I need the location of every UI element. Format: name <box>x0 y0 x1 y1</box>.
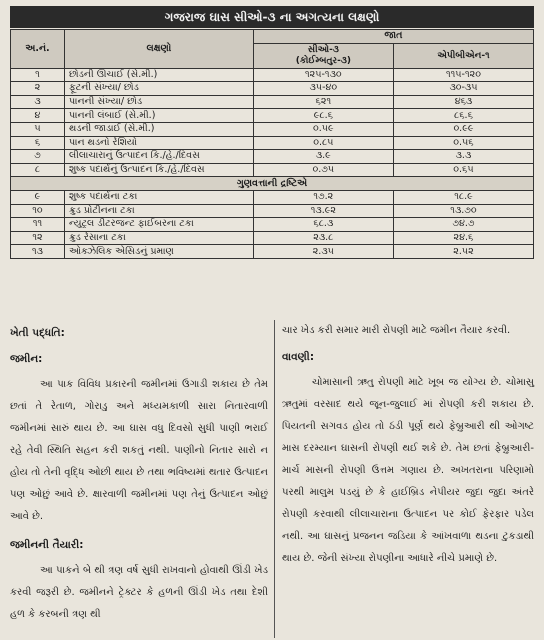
cell-variety-1: ૯૮.૬ <box>253 109 393 123</box>
cell-variety-2: ૨૪.૬ <box>393 231 533 245</box>
cell-variety-2: ૩૦-૩૫ <box>393 82 533 96</box>
header-variety-1-sub: (કોઈમ્બતુર-૩) <box>295 55 351 66</box>
table-row <box>11 68 534 82</box>
section-quality-title: ગુણવત્તાની દ્રષ્ટિએ <box>11 177 534 191</box>
header-variety-1-name: સીઓ-૩ <box>307 44 339 55</box>
paragraph-sowing: ચોમાસાની ઋતુ રોપણી માટે ખૂબ જ યોગ્ય છે. ચોમાસુ ઋતુમાં વરસાદ થયે જૂન-જુલાઈ માં રોપણી કરી શકાય છે. પિયતની સગવડ હોય તો ઠંડી પૂર્ણ થયે ફેબ્રુઆરી થી ઓગષ્ટ માસ દરમ્યાન ઘાસની રોપણી થઈ શકે છે. તેમ છતાં ફેબ્રુઆરી-માર્ચ માસની રોપણી ઉત્તમ ગણાય છે. અખતરાના પરિણામો પરથી માલુમ પડયું છે કે હાઈબ્રિડ નેપીયર જુદા જુદા અંતરે રોપણી કરવાથી લીલાચારાના ઉત્પાદન પર કોઈ ફેરફાર પડેલ નથી. આ ઘાસનું પ્રજનન જડિયા કે આંખવાળા થડના ટુકડાથી થાય છે. જેની સંખ્યા રોપણીના આધારે નીચે પ્રમાણે છે. <box>282 377 534 564</box>
header-sn: અ.નં. <box>11 30 65 69</box>
cell-sn: ૨ <box>11 82 65 96</box>
cell-sn: ૫ <box>11 122 65 136</box>
cell-variety-1: ૦.૭૫ <box>253 163 393 177</box>
heading-land-prep: જમીનની તૈયારી: <box>10 539 84 551</box>
table-row <box>11 150 534 164</box>
cell-variety-1: ૧૭.૨ <box>253 190 393 204</box>
table-row <box>11 136 534 150</box>
left-column <box>10 320 268 626</box>
rows-quality <box>11 190 534 258</box>
header-variety-2: એપીબીએન-૧ <box>393 43 533 68</box>
table-row <box>11 122 534 136</box>
cell-sn: ૯ <box>11 190 65 204</box>
cell-variety-1: ૨૩.૮ <box>253 231 393 245</box>
cell-trait: ક્રુડ પ્રોટીનના ટકા <box>64 204 253 218</box>
cell-variety-1: ૧૩.૯૨ <box>253 204 393 218</box>
table-row <box>11 163 534 177</box>
cell-sn: ૧૦ <box>11 204 65 218</box>
cell-variety-2: ૧૮.૯ <box>393 190 533 204</box>
cell-variety-2: ૨.૫૨ <box>393 245 533 259</box>
cell-trait: પાનની સંખ્યા/ છોડ <box>64 95 253 109</box>
paragraph-prep-continued: ચાર ખેડ કરી સમાર મારી રોપણી માટે જમીન તૈયાર કરવી. <box>282 325 511 336</box>
traits-table <box>10 29 534 259</box>
cell-variety-2: ૦.૯૯ <box>393 122 533 136</box>
cell-sn: ૧ <box>11 68 65 82</box>
cell-variety-1: ૦.૮૫ <box>253 136 393 150</box>
cell-variety-1: ૩.૯ <box>253 150 393 164</box>
cell-trait: ફૂટની સંખ્યા/ છોડ <box>64 82 253 96</box>
cell-sn: ૧૩ <box>11 245 65 259</box>
header-variety-1 <box>253 43 393 68</box>
cell-variety-1: ૧૨૫-૧૩૦ <box>253 68 393 82</box>
cell-variety-1: ૬૮.૩ <box>253 218 393 232</box>
cell-trait: પાનની લંબાઈ (સે.મી.) <box>64 109 253 123</box>
cell-variety-2: ૧૩.૭૦ <box>393 204 533 218</box>
column-divider <box>274 320 275 638</box>
cell-variety-1: ૦.૫૯ <box>253 122 393 136</box>
table-row <box>11 245 534 259</box>
table-row <box>11 109 534 123</box>
table-row <box>11 190 534 204</box>
cell-variety-1: ૨.૩૫ <box>253 245 393 259</box>
cell-variety-2: ૪૬૩ <box>393 95 533 109</box>
cell-variety-2: ૦.૫૬ <box>393 136 533 150</box>
cell-variety-2: ૮૬.૬ <box>393 109 533 123</box>
cell-variety-2: ૧૧૫-૧૨૦ <box>393 68 533 82</box>
cell-variety-2: ૭૪.૭ <box>393 218 533 232</box>
rows-main <box>11 68 534 177</box>
cell-sn: ૭ <box>11 150 65 164</box>
table-title: ગજરાજ ઘાસ સીઓ-૩ ના અગત્યના લક્ષણો <box>10 6 534 28</box>
cell-sn: ૧૧ <box>11 218 65 232</box>
heading-cultivation: ખેતી પદ્ધતિ: <box>10 327 65 339</box>
cell-variety-2: ૦.૬૫ <box>393 163 533 177</box>
cell-trait: શુષ્ક પદાર્થના ટકા <box>64 190 253 204</box>
header-variety-group: જાત <box>253 30 533 44</box>
cell-sn: ૩ <box>11 95 65 109</box>
table-row <box>11 231 534 245</box>
cell-sn: ૧૨ <box>11 231 65 245</box>
header-trait: લક્ષણો <box>64 30 253 69</box>
cell-sn: ૬ <box>11 136 65 150</box>
table-row <box>11 218 534 232</box>
cell-variety-2: ૩.૩ <box>393 150 533 164</box>
right-column <box>282 320 534 570</box>
cell-trait: થડની જાડાઈ (સે.મી.) <box>64 122 253 136</box>
cell-trait: ક્રુડ રેસાના ટકા <box>64 231 253 245</box>
cell-trait: પાન થડનો રેશિયો <box>64 136 253 150</box>
paragraph-land-prep: આ પાકને બે થી ત્રણ વર્ષ સુધી રાખવાનો હોવાથી ઊંડી ખેડ કરવી જરૂરી છે. જમીનને ટ્રેક્ટર કે હળની ઊંડી ખેડ તથા દેશી હળ કે કરબની ત્રણ થી <box>10 565 268 620</box>
cell-trait: ઓક્ઝેલિક એસિડનું પ્રમાણ <box>64 245 253 259</box>
cell-trait: છોડની ઊંચાઈ (સે.મી.) <box>64 68 253 82</box>
cell-sn: ૮ <box>11 163 65 177</box>
cell-variety-1: ૬૨૧ <box>253 95 393 109</box>
table-row <box>11 204 534 218</box>
paragraph-land: આ પાક વિવિધ પ્રકારની જમીનમાં ઉગાડી શકાય છે તેમ છતાં તે રેતાળ, ગોરાડુ અને મધ્યમકાળી સારા નિતારવાળી જમીનમાં સારું થાય છે. આ ઘાસ વધુ દિવસો સુધી પાણી ભરાઈ રહે તેવી સ્થિતિ સહન કરી શકતું નથી. પાણીનો નિતાર સારો ન હોય તો તેની વૃદ્ધિ ઓછી થાય છે તથા ભવિષ્યમાં થતાર ઉત્પાદન પણ ઓછું આવે છે. ક્ષારવાળી જમીનમાં પણ તેનું ઉત્પાદન ઓછું આવે છે. <box>10 379 268 522</box>
cell-variety-1: ૩૫-૪૦ <box>253 82 393 96</box>
table-row <box>11 95 534 109</box>
cell-trait: શુષ્ક પદાર્થનું ઉત્પાદન કિ./હે./દિવસ <box>64 163 253 177</box>
cell-trait: લીલાચારાનું ઉત્પાદન કિ./હે./દિવસ <box>64 150 253 164</box>
cell-trait: ન્યુટ્રલ ડીટરજન્ટ ફાઈબરના ટકા <box>64 218 253 232</box>
table-row <box>11 82 534 96</box>
heading-land: જમીન: <box>10 353 43 365</box>
heading-sowing: વાવણી: <box>282 351 315 363</box>
cell-sn: ૪ <box>11 109 65 123</box>
